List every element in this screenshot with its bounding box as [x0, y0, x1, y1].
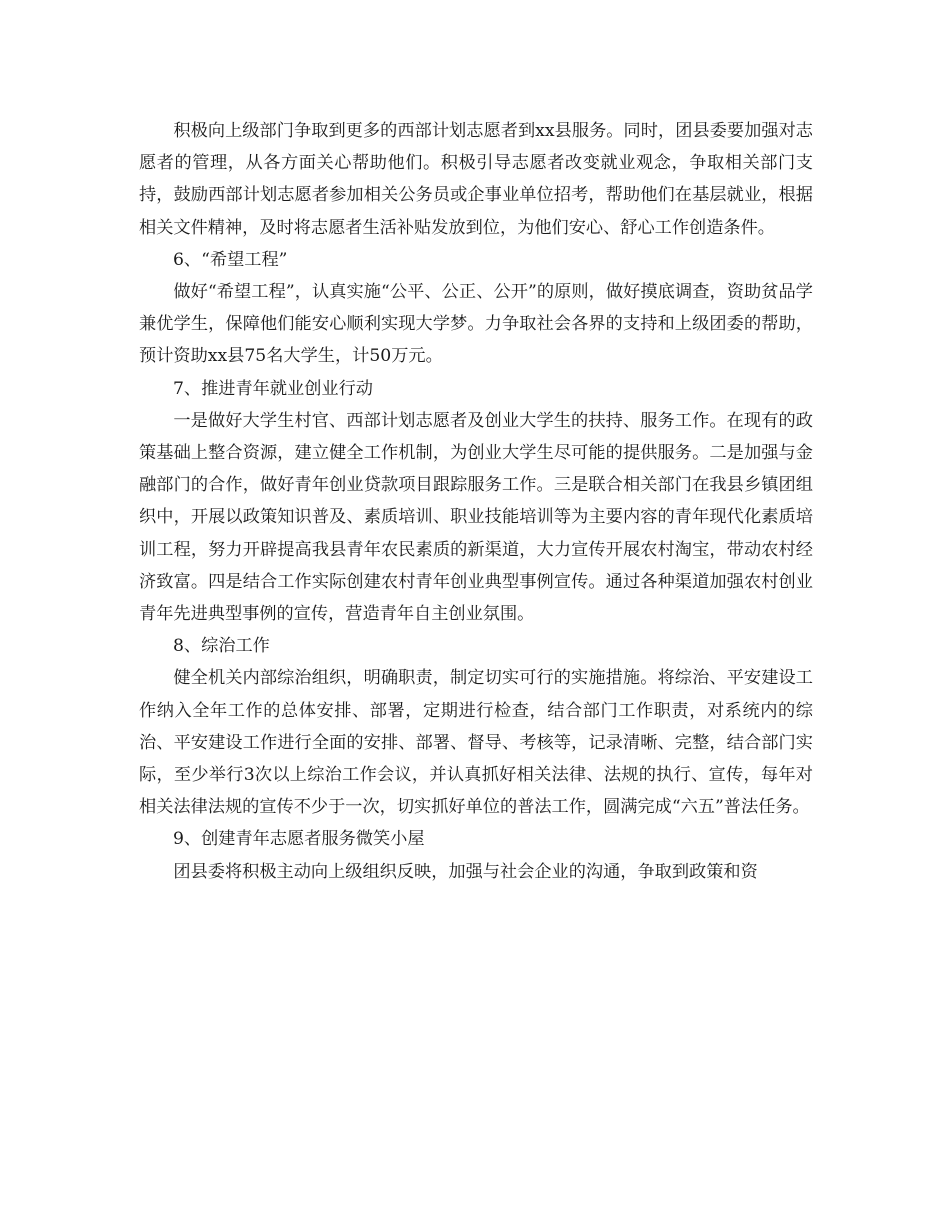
- paragraph-hope-project: 做好“希望工程”，认真实施“公平、公正、公开”的原则，做好摸底调查，资助贫品学兼优学生，保障他们能安心顺利实现大学梦。力争取社会各界的支持和上级团委的帮助，预计资助xx县75名大学生，计50万元。: [139, 282, 813, 367]
- paragraph-volunteer-management: 积极向上级部门争取到更多的西部计划志愿者到xx县服务。同时，团县委要加强对志愿者的管理，从各方面关心帮助他们。积极引导志愿者改变就业观念，争取相关部门支持，鼓励西部计划志愿者参加相关公务员或企事业单位招考，帮助他们在基层就业，根据相关文件精神，及时将志愿者生活补贴发放到位，为他们安心、舒心工作创造条件。: [139, 121, 813, 238]
- heading-youth-employment: 7、推进青年就业创业行动: [173, 378, 373, 399]
- heading-hope-project: 6、“希望工程”: [173, 249, 288, 270]
- paragraph-youth-employment: 一是做好大学生村官、西部计划志愿者及创业大学生的扶持、服务工作。在现有的政策基础上整合资源，建立健全工作机制，为创业大学生尽可能的提供服务。二是加强与金融部门的合作，做好青年创业贷款项目跟踪服务工作。三是联合相关部门在我县乡镇团组织中，开展以政策知识普及、素质培训、职业技能培训等为主要内容的青年现代化素质培训工程，努力开辟提高我县青年农民素质的新渠道，大力宣传开展农村淘宝，带动农村经济致富。四是结合工作实际创建农村青年创业典型事例宣传。通过各种渠道加强农村创业青年先进典型事例的宣传，营造青年自主创业氛围。: [139, 410, 813, 625]
- paragraph-smile-cabin: 团县委将积极主动向上级组织反映，加强与社会企业的沟通，争取到政策和资: [173, 861, 758, 882]
- heading-smile-cabin: 9、创建青年志愿者服务微笑小屋: [173, 829, 425, 850]
- heading-comprehensive-governance: 8、综治工作: [173, 636, 270, 657]
- paragraph-comprehensive-governance: 健全机关内部综治组织，明确职责，制定切实可行的实施措施。将综治、平安建设工作纳入全年工作的总体安排、部署，定期进行检查，结合部门工作职责，对系统内的综治、平安建设工作进行全面的安排、部署、督导、考核等，记录清晰、完整，结合部门实际，至少举行3次以上综治工作会议，并认真抓好相关法律、法规的执行、宣传，每年对相关法律法规的宣传不少于一次，切实抓好单位的普法工作，圆满完成“六五”普法任务。: [139, 668, 813, 818]
- document-body: [139, 115, 813, 888]
